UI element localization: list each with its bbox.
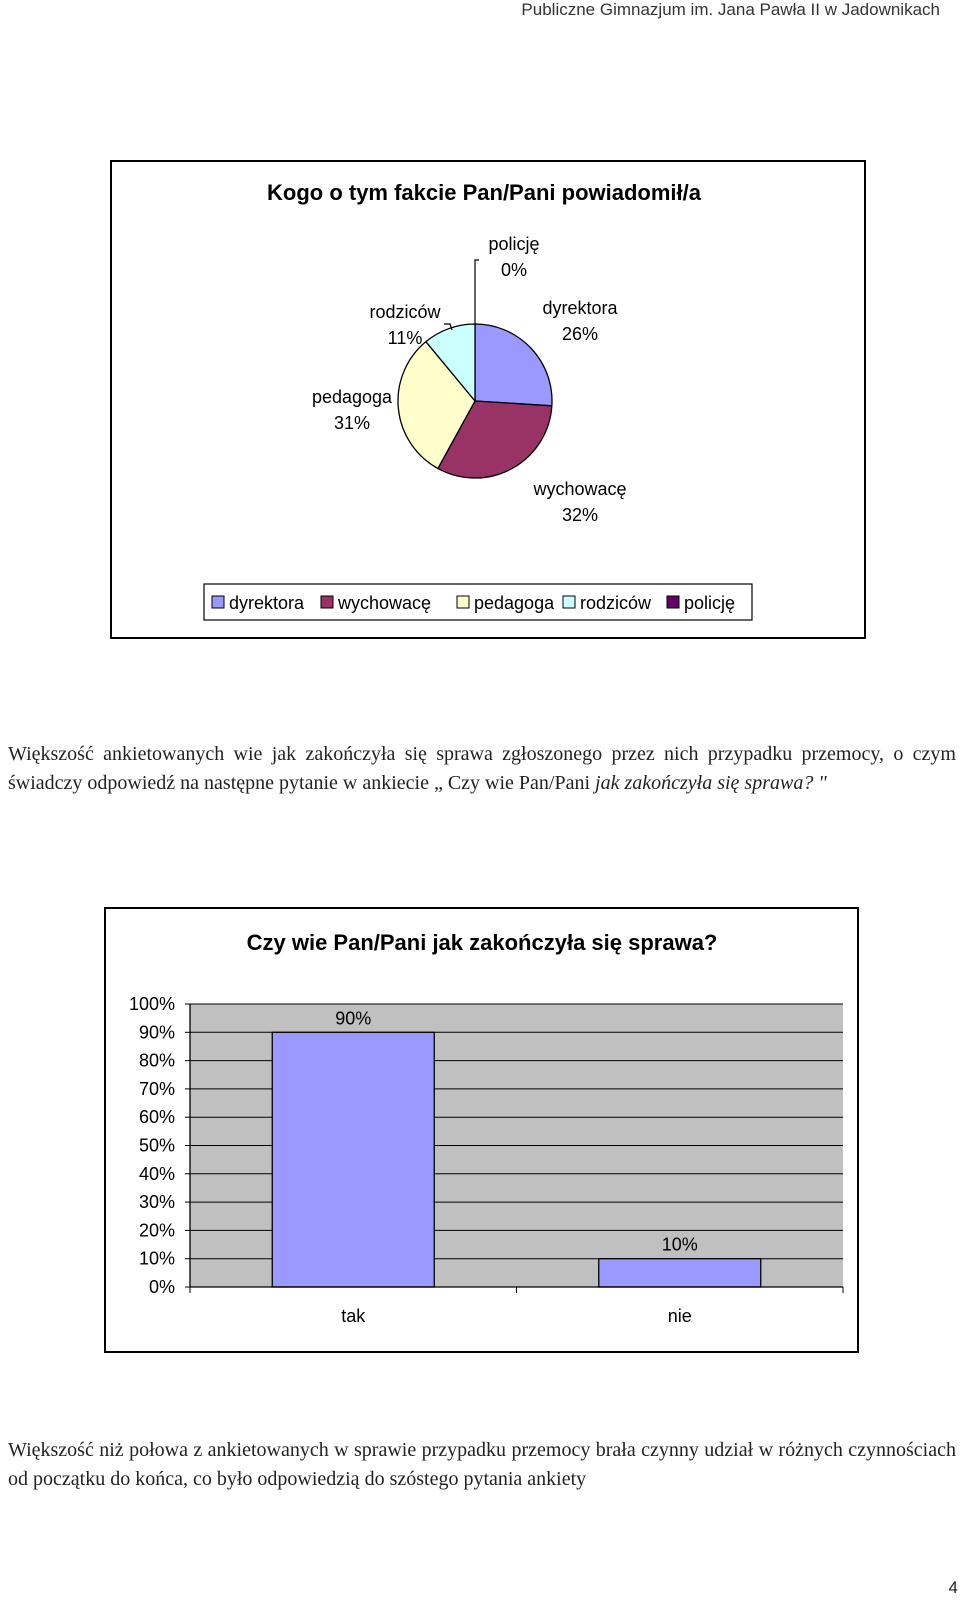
pie-label-name-2: pedagoga xyxy=(311,387,393,407)
pie-slice-dyrektora xyxy=(475,324,552,406)
pie-label-value-1: 32% xyxy=(561,505,599,525)
pie-label-value-0: 26% xyxy=(561,324,599,344)
paragraph-conclusion: Większość niż połowa z ankietowanych w sprawie przypadku przemocy brała czynny udział w różnych czynnościach od początku do końca, co było odpowiedzią do szóstego pytania ankiety xyxy=(8,1439,956,1490)
y-tick-label: 10% xyxy=(138,1248,175,1269)
pie-label-value-3: 11% xyxy=(387,328,423,348)
x-category-label-nie: nie xyxy=(667,1306,692,1326)
y-tick-label: 30% xyxy=(138,1192,175,1213)
y-tick-label: 20% xyxy=(138,1220,175,1241)
legend-label-0: dyrektora xyxy=(229,593,305,613)
y-tick-label: 50% xyxy=(138,1135,175,1156)
bar-chart xyxy=(106,909,857,1351)
paragraph-intro xyxy=(8,740,956,798)
bar-chart-title: Czy wie Pan/Pani jak zakończyła się sprawa? xyxy=(246,930,718,955)
bar-tak xyxy=(272,1032,434,1287)
x-category-label-tak: tak xyxy=(341,1306,366,1326)
page-header: Publiczne Gimnazjum im. Jana Pawła II w Jadownikach xyxy=(521,0,940,19)
paragraph-intro-text: Większość ankietowanych wie jak zakończyła się sprawa zgłoszonego przez nich przypadku przemocy, o czym świadczy odpowiedź na następne pytanie w ankiecie „ Czy wie Pan/Pani xyxy=(8,743,956,794)
bar-data-label-nie: 10% xyxy=(661,1234,698,1255)
y-tick-label: 100% xyxy=(128,994,175,1014)
legend-label-3: rodziców xyxy=(580,593,652,613)
legend-label-4: policję xyxy=(684,593,736,613)
pie-label-value-2: 31% xyxy=(333,413,371,433)
pie-chart-frame xyxy=(110,160,866,639)
legend-label-1: wychowacę xyxy=(338,593,432,613)
pie-label-name-4: policję xyxy=(488,234,540,254)
y-tick-label: 80% xyxy=(138,1050,175,1071)
pie-label-name-0: dyrektora xyxy=(542,298,618,318)
bar-nie xyxy=(599,1259,761,1287)
page-number: 4 xyxy=(948,1578,958,1597)
legend-swatch-0 xyxy=(212,596,224,608)
paragraph-intro-question: jak zakończyła się sprawa? " xyxy=(595,772,827,794)
legend-swatch-1 xyxy=(321,596,333,608)
legend-swatch-2 xyxy=(457,596,469,608)
pie-chart-title: Kogo o tym fakcie Pan/Pani powiadomił/a xyxy=(267,180,701,205)
pie-label-name-3: rodziców xyxy=(369,302,441,322)
legend-swatch-3 xyxy=(563,596,575,608)
pie-chart xyxy=(112,162,864,637)
pie-label-name-1: wychowacę xyxy=(533,479,627,499)
bar-chart-frame xyxy=(104,907,859,1353)
legend-label-2: pedagoga xyxy=(474,593,555,613)
pie-label-value-4: 0% xyxy=(500,260,528,280)
y-tick-label: 0% xyxy=(148,1277,175,1297)
bar-data-label-tak: 90% xyxy=(335,1008,372,1029)
leader-line-police xyxy=(475,260,479,324)
y-tick-label: 40% xyxy=(138,1163,175,1184)
y-tick-label: 60% xyxy=(138,1107,175,1128)
y-tick-label: 90% xyxy=(138,1022,175,1043)
y-tick-label: 70% xyxy=(138,1078,175,1099)
legend-swatch-4 xyxy=(667,596,679,608)
